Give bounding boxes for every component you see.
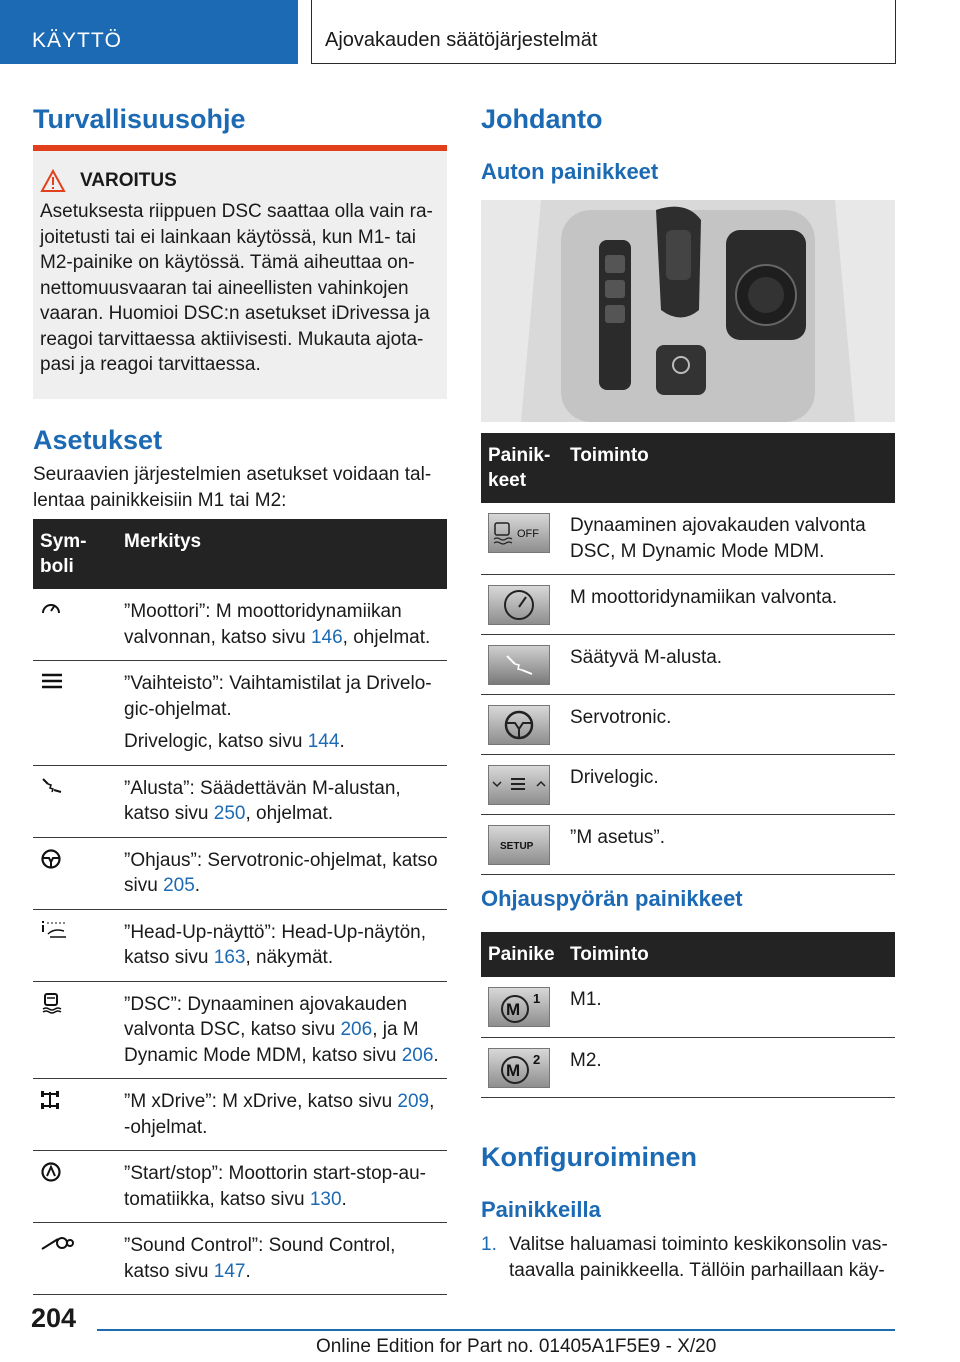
engine-gauge-icon: [40, 599, 62, 617]
svg-text:M: M: [506, 1060, 521, 1080]
table-header-row: [481, 932, 895, 977]
table-row: [481, 575, 895, 635]
steering-wheel-icon: [40, 848, 62, 870]
svg-text:M: M: [506, 1000, 521, 1019]
table-row: [33, 765, 447, 837]
chassis-button-icon: [488, 645, 550, 685]
wheel-buttons-title: Ohjauspyörän painikkeet: [481, 886, 743, 911]
col-header-button: Painike: [481, 932, 563, 977]
page-link[interactable]: 209: [397, 1091, 430, 1112]
row-text: Servotronic.: [563, 695, 895, 755]
settings-intro: Seuraavien järjestelmien asetukset voidaan tallentaa painikkeisiin M1 tai M2:: [33, 464, 432, 511]
col-header-function: Toiminto: [563, 433, 895, 503]
svg-text:2: 2: [533, 1051, 541, 1067]
engine-gauge-button-icon: [488, 585, 550, 625]
page-link[interactable]: 147: [213, 1260, 246, 1282]
with-buttons-title: Painikkeilla: [481, 1197, 601, 1222]
page-link[interactable]: 206: [340, 1019, 373, 1040]
section-tab: [0, 0, 298, 64]
center-console-illustration: [481, 200, 895, 422]
row-text: M2.: [563, 1037, 895, 1097]
page-link[interactable]: 144: [307, 731, 340, 752]
intro-title: Johdanto: [481, 104, 603, 134]
row-text: ”Moottori”: M moottoridynamiikan valvonnan, katso sivu 146, ohjelmat.: [117, 589, 447, 661]
chapter-tab: [311, 0, 896, 64]
dsc-off-button-icon: [488, 513, 550, 553]
car-buttons-title: Auton painikkeet: [481, 159, 659, 184]
edition-text: Online Edition for Part no. 01405A1F5E9 - X/20: [316, 1336, 717, 1357]
center-console-photo: [481, 200, 895, 422]
table-row: [481, 1037, 895, 1097]
setup-button-icon: [488, 825, 550, 865]
dsc-car-icon: [40, 992, 62, 1014]
table-row: [481, 635, 895, 695]
chassis-spring-icon: [40, 776, 64, 794]
svg-text:SETUP: SETUP: [500, 841, 534, 852]
table-row: [33, 837, 447, 909]
row-text: ”DSC”: Dynaaminen ajovakauden valvonta DSC, katso sivu 206, ja M Dynamic Mode MDM, katso sivu 206.: [117, 981, 447, 1079]
m2-button-icon: [488, 1048, 550, 1088]
gearbox-icon: [40, 671, 64, 689]
table-row: [481, 503, 895, 575]
svg-text:1: 1: [533, 991, 541, 1006]
table-row: [481, 815, 895, 875]
step-text: Valitse haluamasi toiminto keskikonsolin vastaavalla painikkeella. Tällöin parhaillaan käy-: [509, 1234, 888, 1281]
m1-button-icon: [488, 987, 550, 1027]
warning-label: VAROITUS: [80, 170, 177, 191]
table-row: [481, 695, 895, 755]
row-text: ”Start/stop”: Moottorin start-stop-automatiikka, katso sivu 130.: [117, 1151, 447, 1223]
wheel-buttons-table: [481, 932, 895, 1098]
warning-header: [40, 169, 437, 193]
row-text: ”Head-Up-näyttö”: Head-Up-näytön, katso sivu 163, näkymät.: [117, 909, 447, 981]
xdrive-icon: [40, 1089, 60, 1111]
svg-text:OFF: OFF: [517, 528, 539, 540]
warning-triangle-icon: [40, 169, 66, 193]
row-text: ”Sound Control”: Sound Control, katso sivu 147.: [117, 1223, 447, 1295]
drivelogic-button-icon: [488, 765, 550, 805]
safety-title: Turvallisuusohje: [33, 104, 246, 134]
section-label: KÄYTTÖ: [32, 29, 123, 52]
chapter-label: Ajovakauden säätöjärjestelmät: [325, 29, 598, 51]
settings-table: [33, 519, 447, 1295]
page-link[interactable]: 250: [213, 803, 246, 824]
car-buttons-table: [481, 433, 895, 875]
row-text: Drivelogic.: [563, 755, 895, 815]
warning-text: Asetuksesta riippuen DSC saattaa olla vain rajoitetusti tai ei lainkaan käytössä, kun M1- tai M2-painike on käytössä. Tämä aiheuttaa onnettomuusvaaran tai aineellisten vahinkojen vaaran. Huomioi DSC:n asetukset iDrivessa ja reagoi tarvittaessa aktiivisesti. Mukauta ajotapasi ja reagoi tarvittaessa.: [40, 201, 433, 375]
table-header-row: [33, 519, 447, 589]
row-text: M1.: [563, 977, 895, 1037]
col-header-function: Toiminto: [563, 932, 895, 977]
col-header-symbol: Symboli: [33, 519, 117, 589]
table-row: [481, 755, 895, 815]
head-up-display-icon: [40, 920, 68, 940]
sound-control-icon: [40, 1233, 74, 1253]
page-link[interactable]: 205: [163, 875, 195, 896]
servotronic-button-icon: [488, 705, 550, 745]
warning-box: [33, 145, 447, 399]
table-row: [33, 909, 447, 981]
col-header-meaning: Merkitys: [117, 519, 447, 589]
table-header-row: [481, 433, 895, 503]
settings-title: Asetukset: [33, 425, 163, 455]
table-row: [33, 661, 447, 766]
start-stop-icon: [40, 1161, 62, 1183]
step-item: [481, 1232, 895, 1283]
table-row: [33, 1151, 447, 1223]
footer-divider: [97, 1329, 895, 1331]
row-text: ”M xDrive”: M xDrive, katso sivu 209, -ohjelmat.: [117, 1079, 447, 1151]
page-link[interactable]: 163: [213, 947, 246, 968]
row-text: Dynaaminen ajovakauden valvonta DSC, M Dynamic Mode MDM.: [563, 503, 895, 575]
step-number: 1.: [481, 1234, 497, 1255]
table-row: [33, 1079, 447, 1151]
page-number: 204: [31, 1303, 77, 1333]
page-link[interactable]: 130: [309, 1188, 342, 1210]
table-row: [33, 1223, 447, 1295]
row-text: Säätyvä M-alusta.: [563, 635, 895, 695]
col-header-buttons: Painikkeet: [481, 433, 563, 503]
table-row: [33, 981, 447, 1079]
row-text: ”M asetus”.: [563, 815, 895, 875]
row-text: ”Alusta”: Säädettävän M-alustan, katso sivu 250, ohjelmat.: [117, 765, 447, 837]
row-text: M moottoridynamiikan valvonta.: [563, 575, 895, 635]
table-row: [33, 589, 447, 661]
row-text: ”Vaihteisto”: Vaihtamistilat ja Drivelogic-ohjelmat. Drivelogic, katso sivu 144.: [117, 661, 447, 766]
config-title: Konfiguroiminen: [481, 1142, 697, 1172]
row-text: ”Ohjaus”: Servotronic-ohjelmat, katso sivu 205.: [117, 837, 447, 909]
page-link[interactable]: 146: [310, 626, 343, 648]
table-row: [481, 977, 895, 1037]
page-link[interactable]: 206: [401, 1044, 434, 1066]
